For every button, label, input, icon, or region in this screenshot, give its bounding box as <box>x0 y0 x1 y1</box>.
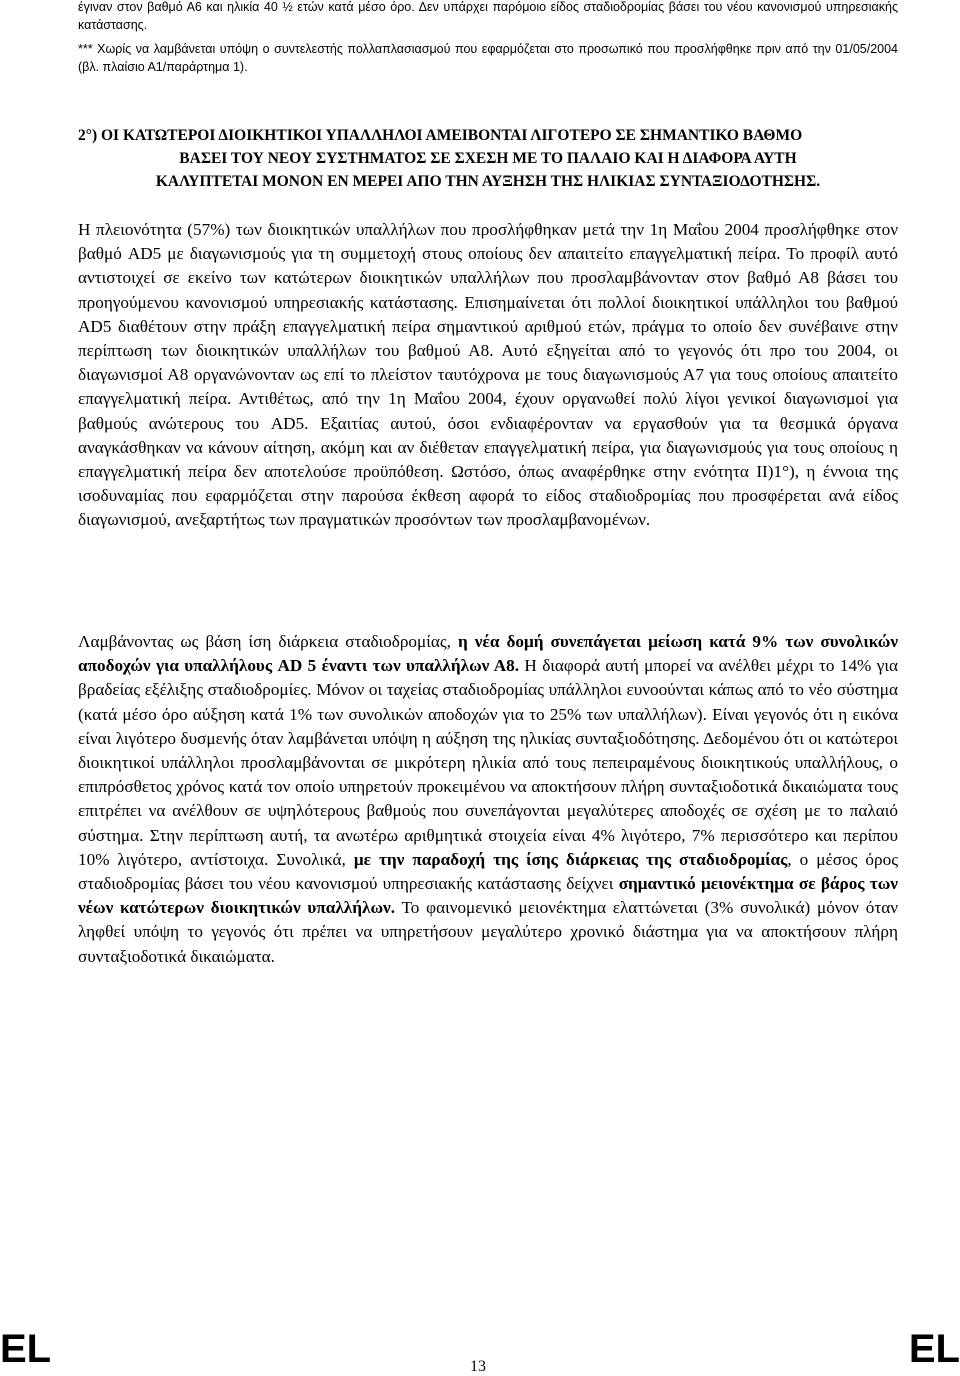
section-heading <box>78 124 898 193</box>
section-heading-line-3: ΚΑΛΥΠΤΕΤΑΙ ΜΟΝΟΝ ΕΝ ΜΕΡΕΙ ΑΠΟ ΤΗΝ ΑΥΞΗΣΗ ΤΗΣ ΗΛΙΚΙΑΣ ΣΥΝΤΑΞΙΟΔΟΤΗΣΗΣ. <box>155 173 821 190</box>
footnote-triple-star: *** Χωρίς να λαμβάνεται υπόψη ο συντελεστής πολλαπλασιασμού που εφαρμόζεται στο προσωπικό που προσλήφθηκε πριν από την 01/05/2004 (βλ. πλαίσιο Α1/παράρτημα 1). <box>78 42 898 74</box>
body-paragraph-2 <box>78 630 898 969</box>
para2-text-2: Η διαφορά αυτή μπορεί να ανέλθει μέχρι το 14% για βραδείας εξέλιξης σταδιοδρομίες. Μόνον οι ταχείας σταδιοδρομίας υπάλληλοι ευνοούνται κάπως από το νέο σύστημα (κατά μέσο όρο αύξηση κατά 1% των συνολικών αποδοχών για το 25% των υπαλλήλων). Είναι γεγονός ότι η εικόνα είναι λιγότερο δυσμενής όταν λαμβάνεται υπόψη η αύξηση της ηλικίας συνταξιοδότησης. Δεδομένου ότι οι κατώτεροι διοικητικοί υπάλληλοι προσλαμβάνονται σε μικρότερη ηλικία από τους πεπειραμένους διοικητικούς υπαλλήλους, ο επιπρόσθετος χρόνος κατά τον οποίο υπηρετούν προκειμένου να αποκτήσουν πλήρη συνταξιοδοτικά δικαιώματα τους επιτρέπει να ανέλθουν σε υψηλότερους βαθμούς που συνεπάγονται μεγαλύτερες αποδοχές σε σχέση με το παλαιό σύστημα. Στην περίπτωση αυτή, τα ανωτέρω αριθμητικά στοιχεία είναι 4% λιγότερο, 7% περισσότερο και περίπου 10% λιγότερο, αντίστοιχα. Συνολικά, <box>78 656 898 869</box>
page-number: 13 <box>470 1358 486 1375</box>
section-heading-line-2: ΒΑΣΕΙ ΤΟΥ ΝΕΟΥ ΣΥΣΤΗΜΑΤΟΣ ΣΕ ΣΧΕΣΗ ΜΕ ΤΟ ΠΑΛΑΙΟ ΚΑΙ Η ΔΙΑΦΟΡΑ ΑΥΤΗ <box>179 150 797 167</box>
para2-bold-reduction: η νέα δομή συνεπάγεται μείωση κατά 9% των συνολικών αποδοχών για υπαλλήλους AD 5 έναντι των υπαλλήλων Α8. <box>78 632 898 676</box>
para2-text-1: Λαμβάνοντας ως βάση ίση διάρκεια σταδιοδρομίας, <box>78 632 459 651</box>
para2-text-4: Το φαινομενικό μειονέκτημα ελαττώνεται (3% συνολικά) μόνον όταν ληφθεί υπόψη το γεγονός ότι πρέπει να υπηρετήσουν μεγαλύτερο χρονικό διάστημα για να αποκτήσουν πλήρη συνταξιοδοτικά δικαιώματα. <box>78 898 899 966</box>
body-paragraph-1: Η πλειονότητα (57%) των διοικητικών υπαλλήλων που προσλήφθηκαν μετά την 1η Μαΐου 2004 προσλήφθηκε στον βαθμό AD5 με διαγωνισμούς για τη συμμετοχή στους οποίους δεν απαιτείτο επαγγελματική πείρα. Το προφίλ αυτό αντιστοιχεί σε εκείνο των κατώτερων διοικητικών υπαλλήλων που προσλαμβάνονταν στον βαθμό Α8 βάσει του προηγούμενου κανονισμού υπηρεσιακής κατάστασης. Επισημαίνεται ότι πολλοί διοικητικοί υπάλληλοι του βαθμού AD5 διαθέτουν στην πράξη επαγγελματική πείρα σημαντικού αριθμού ετών, πράγμα το οποίο δεν συνέβαινε στην περίπτωση των διοικητικών υπαλλήλων του βαθμού Α8. Αυτό εξηγείται από το γεγονός ότι προ του 2004, οι διαγωνισμοί Α8 οργανώνονταν ως επί το πλείστον ταυτόχρονα με τους διαγωνισμούς Α7 για τους οποίους απαιτείτο επαγγελματική πείρα. Αντιθέτως, από την 1η Μαΐου 2004, έχουν οργανωθεί πολύ λίγοι γενικοί διαγωνισμοί για βαθμούς ανώτερους του AD5. Εξαιτίας αυτού, όσοι ενδιαφέρονταν να εργασθούν για τα θεσμικά όργανα αναγκάσθηκαν να κάνουν αίτηση, ακόμη και αν διέθεταν επαγγελματική πείρα, για διαγωνισμούς για τους οποίους η επαγγελματική πείρα δεν αποτελούσε προϋπόθεση. Ωστόσο, όπως αναφέρθηκε στην ενότητα ΙΙ)1°), η έννοια της ισοδυναμίας που εφαρμόζεται στην παρούσα έκθεση αφορά το είδος σταδιοδρομίας που προσφέρεται ανά είδος διαγωνισμού, ανεξαρτήτως των πραγματικών προσόντων των προσλαμβανομένων. <box>78 220 898 530</box>
footer-language-right: EL <box>908 1327 960 1371</box>
footer-language-left: EL <box>0 1327 52 1371</box>
section-heading-line-1: 2°) ΟΙ ΚΑΤΩΤΕΡΟΙ ΔΙΟΙΚΗΤΙΚΟΙ ΥΠΑΛΛΗΛΟΙ ΑΜΕΙΒΟΝΤΑΙ ΛΙΓΟΤΕΡΟ ΣΕ ΣΗΜΑΝΤΙΚΟ ΒΑΘΜΟ <box>78 127 803 144</box>
para2-bold-disadvantage: σημαντικό μειονέκτημα σε βάρος των νέων κατώτερων διοικητικών υπαλλήλων. <box>78 874 898 918</box>
para2-text-3: , ο μέσος όρος σταδιοδρομίας βάσει του νέου κανονισμού υπηρεσιακής κατάστασης δείχνει <box>78 849 898 894</box>
footnote-continuation: έγιναν στον βαθμό Α6 και ηλικία 40 ½ ετών κατά μέσο όρο. Δεν υπάρχει παρόμοιο είδος σταδιοδρομίας βάσει του νέου κανονισμού υπηρεσιακής κατάστασης. <box>78 0 898 32</box>
para2-bold-equal-duration: με την παραδοχή της ίσης διάρκειας της σταδιοδρομίας <box>353 849 788 869</box>
